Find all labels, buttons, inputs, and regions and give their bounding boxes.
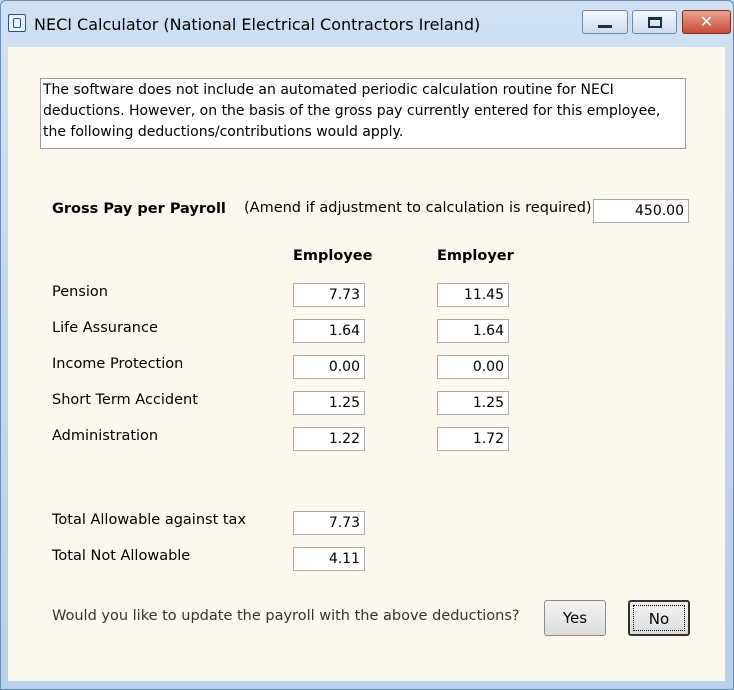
app-calculator-icon <box>8 14 26 32</box>
administration-employee-field[interactable]: 1.22 <box>293 427 365 451</box>
employer-column-header: Employer <box>437 248 514 264</box>
employee-column-header: Employee <box>293 248 373 264</box>
window-title: NECI Calculator (National Electrical Contractors Ireland) <box>34 15 481 34</box>
pension-employee-field[interactable]: 7.73 <box>293 283 365 307</box>
total-allowable-label: Total Allowable against tax <box>52 512 247 528</box>
gross-pay-hint: (Amend if adjustment to calculation is required) <box>244 200 592 216</box>
maximize-button[interactable] <box>632 10 677 34</box>
title-bar[interactable] <box>1 1 733 47</box>
no-button[interactable] <box>628 600 690 636</box>
maximize-icon <box>648 17 662 28</box>
life-assurance-label: Life Assurance <box>52 320 158 336</box>
total-allowable-field[interactable]: 7.73 <box>293 511 365 535</box>
update-payroll-question: Would you like to update the payroll with the above deductions? <box>52 608 520 624</box>
no-button-label: No <box>633 605 685 631</box>
short-term-accident-label: Short Term Accident <box>52 392 198 408</box>
total-not-allowable-label: Total Not Allowable <box>52 548 191 564</box>
short-term-accident-employer-field[interactable]: 1.25 <box>437 391 509 415</box>
income-protection-label: Income Protection <box>52 356 184 372</box>
administration-employer-field[interactable]: 1.72 <box>437 427 509 451</box>
income-protection-employer-field[interactable]: 0.00 <box>437 355 509 379</box>
dialog-body <box>8 47 725 681</box>
income-protection-employee-field[interactable]: 0.00 <box>293 355 365 379</box>
total-not-allowable-field[interactable]: 4.11 <box>293 547 365 571</box>
close-icon: ✕ <box>699 12 714 31</box>
life-assurance-employer-field[interactable]: 1.64 <box>437 319 509 343</box>
pension-employer-field[interactable]: 11.45 <box>437 283 509 307</box>
info-text-box: The software does not include an automated periodic calculation routine for NECI deductions. However, on the basis of the gross pay currently entered for this employee, the following deductions/contributions would apply. <box>40 78 686 149</box>
close-button[interactable] <box>682 10 731 34</box>
minimize-button[interactable] <box>582 10 628 34</box>
short-term-accident-employee-field[interactable]: 1.25 <box>293 391 365 415</box>
yes-button[interactable]: Yes <box>544 600 606 636</box>
pension-label: Pension <box>52 284 108 300</box>
life-assurance-employee-field[interactable]: 1.64 <box>293 319 365 343</box>
administration-label: Administration <box>52 428 159 444</box>
gross-pay-label: Gross Pay per Payroll <box>52 201 226 217</box>
gross-pay-input[interactable]: 450.00 <box>593 199 689 223</box>
minimize-icon <box>598 25 612 28</box>
